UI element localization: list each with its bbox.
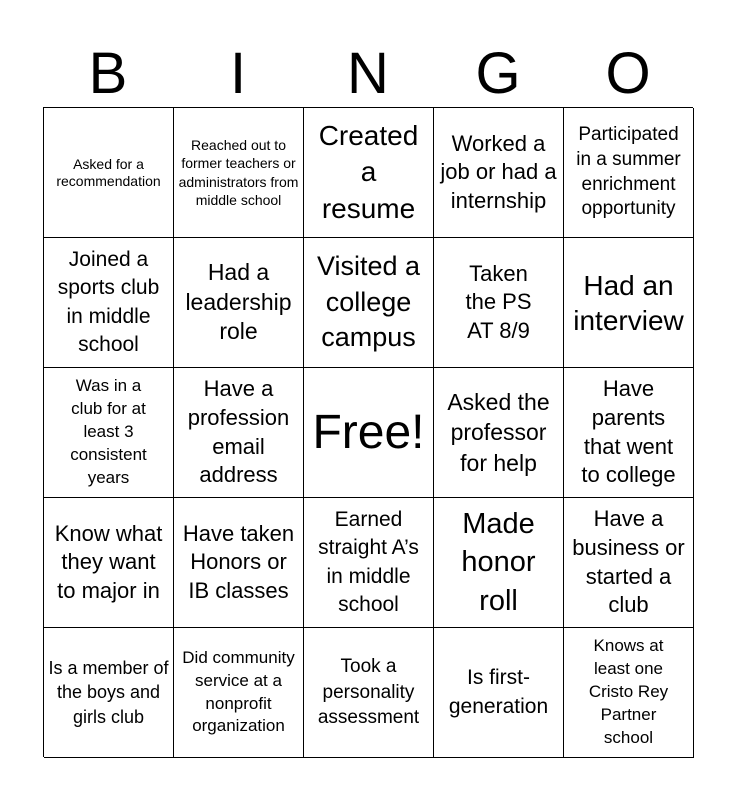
bingo-cell[interactable]: Worked a job or had a internship xyxy=(434,108,564,238)
header-letter-n: N xyxy=(347,41,389,106)
bingo-header xyxy=(43,40,693,108)
bingo-cell[interactable]: Earned straight A’s in middle school xyxy=(304,498,434,628)
bingo-cell[interactable]: Taken the PS AT 8/9 xyxy=(434,238,564,368)
bingo-cell[interactable]: Participated in a summer enrichment opportunity xyxy=(564,108,694,238)
bingo-cell[interactable]: Had an interview xyxy=(564,238,694,368)
bingo-cell[interactable]: Had a leadership role xyxy=(174,238,304,368)
bingo-cell[interactable]: Have parents that went to college xyxy=(564,368,694,498)
bingo-cell[interactable]: Reached out to former teachers or administrators from middle school xyxy=(174,108,304,238)
bingo-cell[interactable]: Is a member of the boys and girls club xyxy=(44,628,174,758)
bingo-cell[interactable]: Have taken Honors or IB classes xyxy=(174,498,304,628)
bingo-cell[interactable]: Know what they want to major in xyxy=(44,498,174,628)
bingo-cell[interactable]: Created a resume xyxy=(304,108,434,238)
bingo-cell[interactable]: Did community service at a nonprofit organization xyxy=(174,628,304,758)
header-letter-g: G xyxy=(475,41,521,106)
bingo-cell[interactable]: Knows at least one Cristo Rey Partner school xyxy=(564,628,694,758)
bingo-cell[interactable]: Made honor roll xyxy=(434,498,564,628)
bingo-cell[interactable]: Joined a sports club in middle school xyxy=(44,238,174,368)
bingo-cell[interactable]: Is first-generation xyxy=(434,628,564,758)
header-letter-i: I xyxy=(229,41,247,106)
bingo-cell[interactable]: Took a personality assessment xyxy=(304,628,434,758)
bingo-cell[interactable]: Visited a college campus xyxy=(304,238,434,368)
bingo-cell[interactable]: Asked for a recommendation xyxy=(44,108,174,238)
bingo-cell[interactable]: Asked the professor for help xyxy=(434,368,564,498)
bingo-cell[interactable]: Was in a club for at least 3 consistent years xyxy=(44,368,174,498)
header-letter-o: O xyxy=(605,41,651,106)
bingo-cell[interactable]: Have a business or started a club xyxy=(564,498,694,628)
bingo-cell[interactable]: Have a profession email address xyxy=(174,368,304,498)
bingo-card xyxy=(43,107,693,757)
header-letter-b: B xyxy=(88,41,128,106)
bingo-cell-free[interactable]: Free! xyxy=(304,368,434,498)
